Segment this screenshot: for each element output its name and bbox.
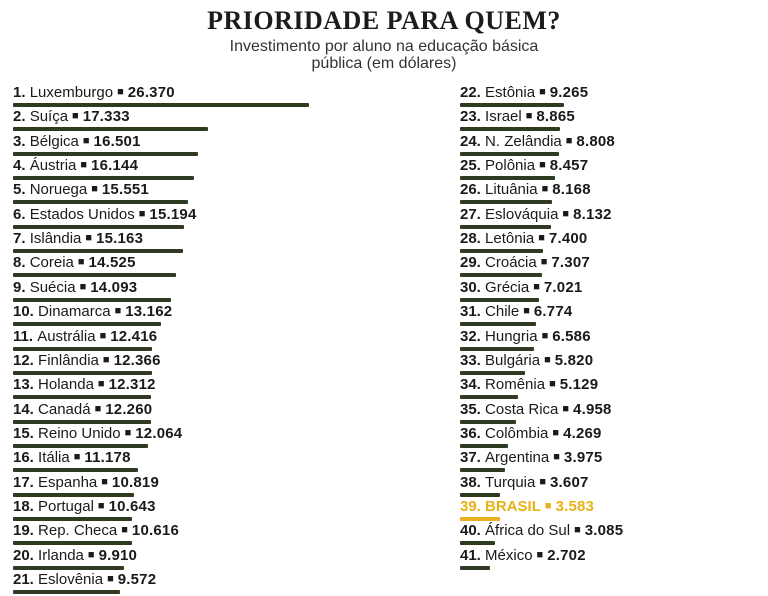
bar <box>13 200 188 204</box>
bar <box>460 273 542 277</box>
country-name: Turquia <box>485 473 536 491</box>
rank-number: 27. <box>460 205 486 223</box>
country-name: Costa Rica <box>485 400 559 418</box>
subtitle-line-1: Investimento por aluno na educação básica <box>229 38 539 55</box>
value-label: 16.144 <box>91 157 139 175</box>
bar-label <box>460 352 593 371</box>
bar-label <box>13 84 175 103</box>
rank-number: 20. <box>13 546 39 564</box>
value-label: 26.370 <box>127 84 175 101</box>
bar-label <box>460 449 602 468</box>
country-name: Grécia <box>485 278 530 296</box>
country-name: Hungria <box>485 327 538 345</box>
country-name: Coreia <box>29 254 74 272</box>
rank-number: 38. <box>460 473 486 491</box>
rank-number: 39. <box>460 497 486 515</box>
bar <box>460 517 500 521</box>
bar <box>460 371 525 375</box>
rank-number: 36. <box>460 424 486 442</box>
value-label: 7.307 <box>551 254 590 272</box>
value-label: 7.400 <box>548 230 588 248</box>
value-label: 8.132 <box>573 205 612 223</box>
bar-row <box>13 230 333 254</box>
separator-icon: ■ <box>544 353 551 366</box>
separator-icon: ■ <box>82 134 90 147</box>
separator-icon: ■ <box>541 183 549 196</box>
rank-number: 10. <box>13 303 39 321</box>
bar <box>460 127 560 131</box>
bar-row <box>460 547 768 571</box>
separator-icon: ■ <box>72 110 79 123</box>
country-name: Espanha <box>38 473 98 491</box>
bar-row <box>460 254 768 278</box>
rank-number: 16. <box>13 449 39 467</box>
rank-number: 13. <box>13 376 39 394</box>
bar-row <box>460 303 768 327</box>
country-name: Romênia <box>485 376 546 394</box>
value-label: 9.910 <box>98 546 138 564</box>
value-label: 8.808 <box>576 132 615 150</box>
rank-number: 4. <box>13 157 30 175</box>
bar-row <box>460 498 768 522</box>
value-label: 5.129 <box>559 376 599 394</box>
bar-label <box>13 230 143 249</box>
country-name: Irlanda <box>38 546 84 564</box>
rank-number: 5. <box>13 181 30 199</box>
bar-row <box>13 84 333 108</box>
bar-row <box>13 279 333 303</box>
rank-number: 24. <box>460 132 486 150</box>
bar-label <box>13 108 130 127</box>
separator-icon: ■ <box>94 402 102 415</box>
value-label: 8.168 <box>552 181 591 199</box>
separator-icon: ■ <box>562 207 570 220</box>
separator-icon: ■ <box>107 573 114 585</box>
bar-label <box>13 571 156 590</box>
bar <box>460 176 555 180</box>
bar <box>13 395 151 399</box>
separator-icon: ■ <box>525 110 533 123</box>
country-name: BRASIL <box>485 497 541 515</box>
bar <box>13 468 138 472</box>
bar-label <box>13 254 136 273</box>
separator-icon: ■ <box>87 548 95 561</box>
country-name: Polônia <box>485 157 536 175</box>
bar-label <box>13 376 156 395</box>
bar <box>13 347 152 351</box>
bar-label <box>460 279 582 298</box>
separator-icon: ■ <box>574 524 581 537</box>
bar-label <box>13 474 159 493</box>
bar-label <box>460 547 586 566</box>
bar-row <box>460 230 768 254</box>
bar-label <box>460 157 588 176</box>
rank-number: 3. <box>13 132 30 150</box>
separator-icon: ■ <box>565 134 573 147</box>
bar-row <box>460 425 768 449</box>
bar-row <box>460 157 768 181</box>
country-name: Holanda <box>38 376 94 394</box>
country-name: Noruega <box>29 181 88 199</box>
rank-number: 32. <box>460 327 486 345</box>
country-name: Chile <box>485 303 520 321</box>
bar-row <box>13 108 333 132</box>
separator-icon: ■ <box>538 232 545 245</box>
bar <box>13 249 183 253</box>
country-name: Luxemburgo <box>29 84 114 101</box>
separator-icon: ■ <box>138 207 146 220</box>
rank-number: 35. <box>460 400 486 418</box>
bar-row <box>13 498 333 522</box>
bar-label <box>460 133 615 152</box>
country-name: Estados Unidos <box>29 205 135 223</box>
bar-row <box>13 206 333 230</box>
rank-number: 14. <box>13 400 39 418</box>
bar-row <box>13 181 333 205</box>
value-label: 5.820 <box>554 351 594 369</box>
separator-icon: ■ <box>539 475 546 488</box>
value-label: 10.616 <box>131 522 179 540</box>
country-name: Eslovênia <box>38 571 104 588</box>
bar <box>460 298 539 302</box>
separator-icon: ■ <box>124 426 132 439</box>
separator-icon: ■ <box>539 86 546 98</box>
rank-number: 40. <box>460 522 486 540</box>
bar-row <box>460 474 768 498</box>
country-name: Lituânia <box>485 181 538 199</box>
value-label: 7.021 <box>543 278 583 296</box>
rank-number: 29. <box>460 254 486 272</box>
bar <box>460 249 543 253</box>
rank-number: 1. <box>13 84 30 101</box>
rank-number: 8. <box>13 254 30 272</box>
rank-number: 41. <box>460 546 486 564</box>
bar-label <box>460 206 612 225</box>
bar <box>460 103 564 107</box>
country-name: Finlândia <box>38 351 99 369</box>
bar-label <box>13 425 182 444</box>
separator-icon: ■ <box>553 451 560 464</box>
bar-label <box>460 522 623 541</box>
value-label: 6.774 <box>533 303 573 321</box>
separator-icon: ■ <box>552 426 560 439</box>
value-label: 9.265 <box>549 84 589 101</box>
separator-icon: ■ <box>99 329 107 342</box>
country-name: Israel <box>485 108 522 126</box>
country-name: Bulgária <box>485 351 541 369</box>
value-label: 12.064 <box>135 424 183 442</box>
value-label: 15.551 <box>101 181 149 199</box>
country-name: Dinamarca <box>38 303 111 321</box>
bar <box>13 298 171 302</box>
separator-icon: ■ <box>97 499 105 512</box>
bar-row <box>13 522 333 546</box>
value-label: 13.162 <box>125 303 173 321</box>
bar-row <box>460 206 768 230</box>
country-name: N. Zelândia <box>485 132 562 150</box>
bar <box>13 176 194 180</box>
separator-icon: ■ <box>540 256 548 269</box>
rank-number: 19. <box>13 522 39 540</box>
bar-label <box>13 498 156 517</box>
rank-number: 28. <box>460 230 486 248</box>
separator-icon: ■ <box>539 159 546 172</box>
rank-number: 7. <box>13 230 30 248</box>
rank-number: 17. <box>13 473 39 491</box>
bar-row <box>13 157 333 181</box>
bar-row <box>460 84 768 108</box>
bar-row <box>460 401 768 425</box>
bar-label <box>460 401 612 420</box>
rank-number: 34. <box>460 376 486 394</box>
bar <box>13 152 198 156</box>
rank-number: 15. <box>13 424 39 442</box>
country-name: Islândia <box>29 230 82 248</box>
rank-number: 37. <box>460 449 486 467</box>
rank-number: 6. <box>13 205 30 223</box>
bar <box>13 103 309 107</box>
country-name: Portugal <box>38 497 94 515</box>
bar-label <box>460 254 590 273</box>
country-name: Austrália <box>37 327 96 345</box>
rank-number: 2. <box>13 108 30 126</box>
bar <box>460 468 505 472</box>
bar-label <box>460 108 575 127</box>
value-label: 3.583 <box>555 497 595 515</box>
bar-row <box>460 279 768 303</box>
rank-number: 30. <box>460 278 486 296</box>
bar-row <box>460 376 768 400</box>
value-label: 6.586 <box>552 327 591 345</box>
bar-row <box>460 133 768 157</box>
value-label: 8.457 <box>549 157 589 175</box>
bar-label <box>460 230 587 249</box>
bar <box>460 541 495 545</box>
bar <box>13 590 120 594</box>
country-name: Argentina <box>485 449 550 467</box>
rank-number: 23. <box>460 108 486 126</box>
bar-row <box>13 401 333 425</box>
bar <box>13 225 184 229</box>
bar-row <box>13 425 333 449</box>
bar-label <box>13 303 172 322</box>
separator-icon: ■ <box>541 329 549 342</box>
bar-label <box>13 157 138 176</box>
bar <box>13 566 124 570</box>
bar <box>13 127 208 131</box>
separator-icon: ■ <box>562 402 570 415</box>
country-name: Bélgica <box>29 132 79 150</box>
value-label: 3.975 <box>563 449 603 467</box>
value-label: 12.416 <box>110 327 158 345</box>
value-label: 14.093 <box>90 278 138 296</box>
separator-icon: ■ <box>79 280 87 293</box>
country-name: Letônia <box>485 230 535 248</box>
separator-icon: ■ <box>523 305 530 318</box>
bar <box>13 444 148 448</box>
bar <box>13 517 132 521</box>
bar-row <box>460 328 768 352</box>
bar-row <box>13 254 333 278</box>
country-name: Áustria <box>29 157 77 175</box>
separator-icon: ■ <box>117 86 124 98</box>
separator-icon: ■ <box>101 475 108 488</box>
bar-row <box>13 133 333 157</box>
country-name: Suécia <box>29 278 76 296</box>
value-label: 10.643 <box>108 497 156 515</box>
bar-label <box>13 449 131 468</box>
bar-label <box>13 522 179 541</box>
bar-label <box>460 425 602 444</box>
value-label: 3.607 <box>550 473 589 491</box>
bar-row <box>13 303 333 327</box>
value-label: 12.366 <box>113 351 161 369</box>
separator-icon: ■ <box>80 159 88 172</box>
country-name: Itália <box>38 449 70 467</box>
value-label: 17.333 <box>82 108 130 126</box>
country-name: Colômbia <box>485 424 549 442</box>
bar <box>460 225 551 229</box>
bar-row <box>460 352 768 376</box>
separator-icon: ■ <box>533 280 540 293</box>
bar-label <box>13 352 161 371</box>
rank-number: 25. <box>460 157 486 175</box>
separator-icon: ■ <box>97 378 105 391</box>
value-label: 14.525 <box>88 254 136 272</box>
bar-label <box>460 181 591 200</box>
separator-icon: ■ <box>73 451 81 464</box>
country-name: África do Sul <box>485 522 571 540</box>
bar-row <box>460 449 768 473</box>
bar-label <box>460 303 572 322</box>
value-label: 2.702 <box>547 546 586 564</box>
value-label: 15.163 <box>96 230 144 248</box>
bar-row <box>13 352 333 376</box>
value-label: 8.865 <box>536 108 575 126</box>
country-name: Rep. Checa <box>38 522 118 540</box>
bar-row <box>460 181 768 205</box>
bar-label <box>13 206 197 225</box>
bar <box>460 200 552 204</box>
value-label: 12.312 <box>108 376 156 394</box>
bar <box>460 493 500 497</box>
country-name: Eslováquia <box>485 205 559 223</box>
country-name: Canadá <box>38 400 91 418</box>
bar-label <box>13 181 149 200</box>
bar-row <box>13 328 333 352</box>
bar-label <box>13 279 137 298</box>
bar <box>460 347 534 351</box>
bar-label <box>13 328 157 347</box>
bar-label <box>13 133 141 152</box>
bar <box>460 566 490 570</box>
rank-number: 12. <box>13 351 39 369</box>
country-name: Suíça <box>29 108 69 126</box>
bar <box>13 273 176 277</box>
separator-icon: ■ <box>549 378 556 391</box>
bar <box>13 371 152 375</box>
country-name: Estônia <box>485 84 536 101</box>
rank-number: 22. <box>460 84 486 101</box>
rank-number: 31. <box>460 303 486 321</box>
separator-icon: ■ <box>114 305 122 318</box>
value-label: 15.194 <box>149 205 197 223</box>
bar-row <box>13 376 333 400</box>
separator-icon: ■ <box>77 256 85 269</box>
separator-icon: ■ <box>544 499 552 512</box>
rank-number: 11. <box>13 327 38 345</box>
rank-number: 21. <box>13 571 39 588</box>
separator-icon: ■ <box>102 353 110 366</box>
bar-row <box>460 522 768 546</box>
bar <box>460 152 559 156</box>
value-label: 11.178 <box>84 449 131 467</box>
bar-label <box>460 328 591 347</box>
bar-row <box>13 474 333 498</box>
value-label: 16.501 <box>93 132 141 150</box>
subtitle-line-2: pública (em dólares) <box>311 55 457 72</box>
value-label: 10.819 <box>111 473 159 491</box>
bar <box>13 322 161 326</box>
bar-label <box>13 401 152 420</box>
separator-icon: ■ <box>91 183 98 196</box>
value-label: 9.572 <box>117 571 157 588</box>
bar <box>13 420 151 424</box>
rank-number: 26. <box>460 181 486 199</box>
bar-label <box>460 498 594 517</box>
bar-label <box>460 84 588 103</box>
rank-number: 33. <box>460 351 486 369</box>
bar <box>460 420 516 424</box>
bar-row <box>13 547 333 571</box>
bar <box>13 493 134 497</box>
bar-row <box>13 449 333 473</box>
separator-icon: ■ <box>85 232 93 245</box>
bar-row <box>460 108 768 132</box>
separator-icon: ■ <box>121 524 128 537</box>
value-label: 3.085 <box>584 522 624 540</box>
bar <box>460 322 536 326</box>
country-name: Croácia <box>485 254 537 272</box>
bar-label <box>460 376 598 395</box>
separator-icon: ■ <box>536 548 544 561</box>
bar-row <box>13 571 333 595</box>
bar-label <box>13 547 137 566</box>
chart-title: PRIORIDADE PARA QUEM? <box>207 6 561 35</box>
country-name: Reino Unido <box>38 424 121 442</box>
rank-number: 9. <box>13 278 30 296</box>
bar <box>13 541 132 545</box>
country-name: México <box>485 546 533 564</box>
bar-label <box>460 474 589 493</box>
bar <box>460 444 508 448</box>
value-label: 12.260 <box>105 400 153 418</box>
rank-number: 18. <box>13 497 39 515</box>
value-label: 4.958 <box>573 400 612 418</box>
bar <box>460 395 518 399</box>
value-label: 4.269 <box>563 424 602 442</box>
